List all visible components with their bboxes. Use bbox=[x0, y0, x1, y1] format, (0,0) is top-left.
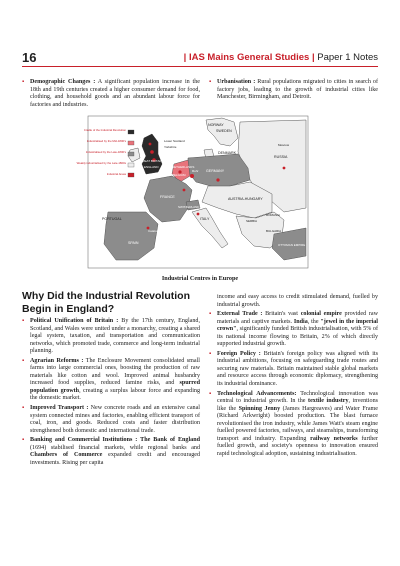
industrial-area-marker bbox=[216, 178, 219, 181]
industrial-area-marker bbox=[190, 174, 194, 178]
header-divider: | bbox=[311, 52, 315, 63]
bullet-emphasis: Chambers of Commerce bbox=[30, 452, 103, 459]
label-england: ENGLAND bbox=[144, 165, 159, 169]
bullet-title: Foreign Policy : bbox=[217, 350, 261, 357]
map-caption: Industrial Centres in Europe bbox=[161, 275, 239, 282]
bullet-demographic-changes bbox=[22, 79, 200, 109]
bullet-text: By the 17th century, England, Scotland, and Wales were united under a monarchy, creating a shared legal system, taxation, and transportation and communication networks, which promoted trade, commerce and long-term industrial planning. bbox=[30, 318, 200, 355]
label-moscow: Moscow bbox=[278, 143, 290, 147]
label-portugal: PORTUGAL bbox=[102, 217, 122, 221]
bullet-icon: ▪ bbox=[209, 390, 212, 397]
bullet-text: Rural populations migrated to cities in search of factory jobs, leading to the growth of industrial cities like Manchester, Birmingham, and Detroit. bbox=[217, 79, 378, 101]
bullet-text: (James Hargreaves) and Water Frame (Richard Arkwright) boosted production. The blast furnace revolutionised the iron industry, while James Watt's steam engine fuelled powered factories, railways, and steamships, transforming transport and industry. Expanding bbox=[217, 405, 378, 442]
bullet-icon: ▪ bbox=[22, 405, 25, 412]
label-sweden: SWEDEN bbox=[216, 129, 232, 133]
label-switzerland: SWITZERLAND bbox=[178, 205, 200, 209]
bullet-technological-advancements bbox=[209, 391, 378, 459]
header-divider: | bbox=[183, 52, 187, 63]
legend-label: Industrialised by the Late-1800's bbox=[85, 150, 126, 154]
bullet-icon: ▪ bbox=[209, 311, 212, 318]
running-header bbox=[184, 52, 378, 63]
bullet-emphasis: Spinning Jenny bbox=[238, 405, 281, 412]
page-number: 16 bbox=[22, 50, 37, 65]
bullet-icon: ▪ bbox=[22, 437, 25, 444]
section-heading: Why Did the Industrial Revolution Begin in England? bbox=[22, 290, 190, 315]
legend-swatch-cradle bbox=[128, 130, 134, 134]
bullet-political-unification bbox=[22, 318, 200, 356]
bullet-text: A significant population increase in the 18th and 19th centuries created a higher consumer demand for food, clothing, and household goods and an abundant labour force for factories and industries. bbox=[30, 79, 200, 108]
bullet-icon: ▪ bbox=[22, 318, 25, 324]
bullet-title: Political Unification of Britain : bbox=[30, 318, 119, 324]
continuation-text: income and easy access to credit stimulated demand, fuelled by industrial growth. bbox=[217, 294, 378, 308]
label-scotland: Lower Scotland bbox=[164, 139, 185, 143]
label-ottoman: OTTOMAN EMPIRE bbox=[278, 243, 306, 247]
bullet-text: New concrete roads and an extensive canal system connected mines and factories, enabling efficient transport of coal, iron, and goods. Reduced costs and faster distribution strengthened both domestic and international trade. bbox=[30, 405, 200, 434]
bullet-emphasis: textile industry bbox=[308, 398, 349, 405]
bullet-text: expanded credit and encouraged investments. Rising per capita bbox=[30, 452, 200, 466]
bullet-emphasis: colonial empire bbox=[300, 311, 342, 318]
label-germany: GERMANY bbox=[206, 169, 225, 173]
bullet-text: , creating a surplus labour force and expanding the domestic market. bbox=[30, 387, 200, 402]
bullet-urbanisation bbox=[209, 79, 378, 102]
legend-label: Weakly industrialised by the Late-1800s bbox=[76, 161, 126, 165]
label-serbia: SERBIA bbox=[246, 219, 258, 223]
bullet-text: , significantly funded British industrialisation, with 5% of its national income flowing to Britain, 2% of which directly supported industrial growth. bbox=[217, 326, 378, 348]
bullet-title: Urbanisation : bbox=[217, 79, 256, 85]
header-rule bbox=[22, 66, 378, 67]
bullet-emphasis: spurred population growth bbox=[30, 380, 200, 394]
bullet-agrarian-reforms bbox=[22, 358, 200, 403]
label-italy: ITALY bbox=[200, 217, 210, 221]
bullet-text: provided raw materials and captive markets. bbox=[217, 311, 378, 325]
bullet-emphasis: "jewel in the imperial crown" bbox=[217, 318, 378, 333]
legend-label: Industrialised by the Mid-1800's bbox=[86, 139, 126, 143]
header-series: IAS Mains General Studies bbox=[188, 52, 310, 63]
legend-swatch-industrial bbox=[128, 173, 134, 177]
bullet-icon: ▪ bbox=[209, 350, 212, 357]
bullet-emphasis: railway networks bbox=[310, 435, 358, 442]
bullet-emphasis: The Bank of England bbox=[140, 437, 200, 444]
label-catalonia: Catalonia bbox=[148, 229, 161, 233]
bullet-text: Technological innovation was central to industrial growth. In the bbox=[217, 390, 378, 405]
bullet-text: , the bbox=[307, 318, 319, 325]
bullet-emphasis: India bbox=[293, 318, 308, 325]
industrial-area-marker bbox=[197, 213, 200, 216]
legend-swatch-weak bbox=[128, 163, 134, 167]
label-spain: SPAIN bbox=[128, 241, 139, 245]
bullet-title: Banking and Commercial Institutions : bbox=[30, 437, 138, 444]
label-yorkshire: Yorkshire bbox=[164, 145, 177, 149]
label-great-britain: GREAT BRITAIN bbox=[140, 159, 163, 163]
europe-map-graphic bbox=[76, 116, 308, 268]
bottom-left-column bbox=[22, 318, 200, 469]
bullet-text: further fuelled growth, and society's openness to innovation ensured rapid technological adoption, sustaining industrialisation. bbox=[217, 435, 378, 457]
legend-swatch-mid bbox=[128, 141, 134, 145]
bullet-icon: ▪ bbox=[209, 79, 212, 85]
bullet-text: The Enclosure Movement consolidated small farms into large commercial ones, boosting the production of raw materials like cotton and wool. Improved animal husbandry increased food supplies, reduced famine risks, and bbox=[30, 357, 200, 387]
legend-label: Industrial Areas bbox=[106, 172, 126, 176]
label-bulgaria: BULGARIA bbox=[266, 229, 282, 233]
bullet-title: External Trade : bbox=[217, 311, 263, 318]
label-norway: NORWAY bbox=[208, 123, 224, 127]
bullet-icon: ▪ bbox=[22, 357, 25, 364]
label-russia: RUSSIA bbox=[274, 155, 288, 159]
top-right-column bbox=[209, 79, 378, 104]
industrial-area-marker bbox=[150, 150, 154, 154]
bullet-icon: ▪ bbox=[22, 79, 25, 85]
bullet-text: , inventions like the bbox=[217, 398, 379, 412]
label-austria-hungary: AUSTRIA-HUNGARY bbox=[228, 197, 263, 201]
bullet-foreign-policy bbox=[209, 351, 378, 389]
industrial-centres-map bbox=[76, 116, 308, 268]
bullet-title: Agrarian Reforms : bbox=[30, 357, 84, 364]
industrial-area-marker bbox=[283, 167, 286, 170]
label-lux: LUX. bbox=[188, 179, 195, 183]
label-belgium: BELGIUM bbox=[172, 173, 186, 177]
legend-label: Cradle of the Industrial Revolution bbox=[83, 128, 126, 132]
bullet-text: Britain's foreign policy was aligned with its industrial ambitions, focusing on safeguarding trade routes and securing raw materials. Britain maintained stable global markets and resource access through economic diplomacy, strengthening its industrial dominance. bbox=[217, 350, 378, 388]
label-netherlands: NETHERLANDS bbox=[172, 165, 195, 169]
industrial-area-marker bbox=[149, 143, 152, 146]
header-subtitle: Paper 1 Notes bbox=[317, 52, 378, 63]
bullet-text: Britain's vast bbox=[265, 311, 298, 318]
label-romania: ROMANIA bbox=[266, 213, 281, 217]
label-ruhr: Ruhr bbox=[192, 169, 199, 173]
bullet-improved-transport bbox=[22, 405, 200, 435]
industrial-area-marker bbox=[183, 189, 186, 192]
bullet-title: Improved Transport : bbox=[30, 405, 89, 412]
top-left-column bbox=[22, 79, 200, 111]
bullet-external-trade bbox=[209, 311, 378, 349]
bullet-banking bbox=[22, 437, 200, 467]
bullet-title: Technological Advancements: bbox=[217, 390, 297, 397]
label-france: FRANCE bbox=[160, 195, 175, 199]
bottom-right-column bbox=[209, 294, 378, 460]
label-denmark: DENMARK bbox=[218, 151, 236, 155]
legend-swatch-late bbox=[128, 152, 134, 156]
bullet-title: Demographic Changes : bbox=[30, 79, 96, 85]
bullet-text: (1694) stabilised financial markets, while regional banks and bbox=[30, 444, 200, 451]
